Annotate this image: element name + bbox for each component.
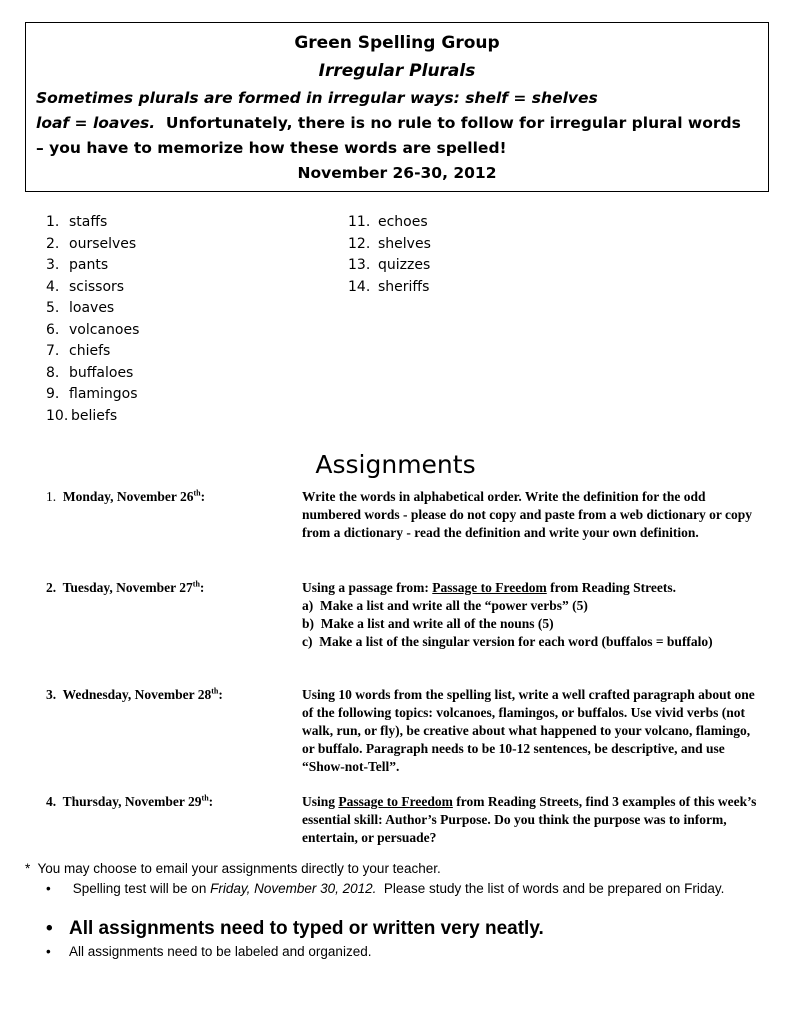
group-title: Green Spelling Group	[294, 33, 500, 53]
list-item: c) Make a list of the singular version for each word (buffalos = buffalo)	[302, 634, 713, 649]
list-item: 2. ourselves	[46, 235, 137, 252]
bullet-icon: •	[46, 944, 51, 959]
assignment-day-label: 1. Monday, November 26th:	[46, 488, 206, 504]
spelling-list-right	[348, 212, 431, 298]
week-date: November 26-30, 2012	[297, 164, 497, 182]
topic-title: Irregular Plurals	[318, 61, 476, 81]
neatness-note: • All assignments need to typed or written very neatly.	[46, 918, 544, 939]
organization-note: • All assignments need to be labeled and organized.	[46, 944, 372, 959]
intro-line-2	[36, 114, 741, 132]
intro-example: loaf = loaves.	[36, 114, 156, 132]
bullet-icon: •	[46, 918, 53, 939]
intro-line-1: Sometimes plurals are formed in irregular ways: shelf = shelves	[36, 89, 598, 107]
spelling-list-left	[46, 212, 139, 427]
list-item: 1. staffs	[46, 214, 108, 230]
bullet-icon: •	[46, 881, 51, 896]
assignment-day-label: 3. Wednesday, November 28th:	[46, 686, 223, 702]
list-item: 6. volcanoes	[46, 321, 140, 338]
assignment-instructions: Write the words in alphabetical order. Write the definition for the odd numbered words - please do not copy and paste from a web dictionary or copy from a dictionary - read the definition and write your own definition.	[302, 489, 753, 540]
assignment-day-label: 4. Thursday, November 29th:	[46, 793, 214, 809]
assignments-heading: Assignments	[315, 450, 476, 479]
list-item: b) Make a list and write all of the nouns (5)	[302, 616, 554, 631]
assignment-instructions: Using a passage from: Passage to Freedom from Reading Streets. a) Make a list and write all the “power verbs” (5) b) Make a list and write all of the nouns (5) c) Make a list of the singular version for each word (buffalos = buffalo)	[302, 579, 762, 651]
list-item: 14. sheriffs	[348, 278, 430, 295]
list-item: 9. flamingos	[46, 386, 138, 402]
list-item: 13. quizzes	[348, 257, 431, 273]
list-item: 5. loaves	[46, 300, 115, 316]
list-item: 4. scissors	[46, 278, 125, 295]
book-title: Passage to Freedom	[338, 794, 453, 809]
assignment-day-label: 2. Tuesday, November 27th:	[46, 579, 205, 595]
intro-line-3: – you have to memorize how these words are spelled!	[36, 139, 507, 157]
list-item: 7. chiefs	[46, 343, 111, 359]
list-item: 8. buffaloes	[46, 364, 134, 381]
list-item: 12. shelves	[348, 235, 431, 252]
list-item: a) Make a list and write all the “power verbs” (5)	[302, 598, 588, 613]
intro-rule-text: Unfortunately, there is no rule to follow for irregular plural words	[155, 114, 741, 132]
book-title: Passage to Freedom	[432, 580, 547, 595]
assignment-instructions: Using Passage to Freedom from Reading Streets, find 3 examples of this week’s essential skill: Author’s Purpose. Do you think the purpose was to inform, entertain, or persuade?	[302, 794, 757, 845]
list-item: 3. pants	[46, 257, 109, 273]
spelling-test-note: • Spelling test will be on Friday, November 30, 2012. Please study the list of words and be prepared on Friday.	[46, 881, 725, 896]
assignment-instructions: Using 10 words from the spelling list, write a well crafted paragraph about one of the following topics: volcanoes, flamingos, or buffalos. Use vivid verbs (not walk, run, or fly), be creative about what happened to your volcano, flamingo, or buffalo. Paragraph needs to be 10-12 sentences, be descriptive, and use “Show-not-Tell”.	[302, 687, 755, 774]
header-box	[25, 22, 769, 192]
email-note: * You may choose to email your assignments directly to your teacher.	[25, 861, 441, 876]
list-item: 10. beliefs	[46, 407, 118, 424]
list-item: 11. echoes	[348, 214, 428, 230]
test-date: Friday, November 30, 2012.	[210, 881, 377, 896]
